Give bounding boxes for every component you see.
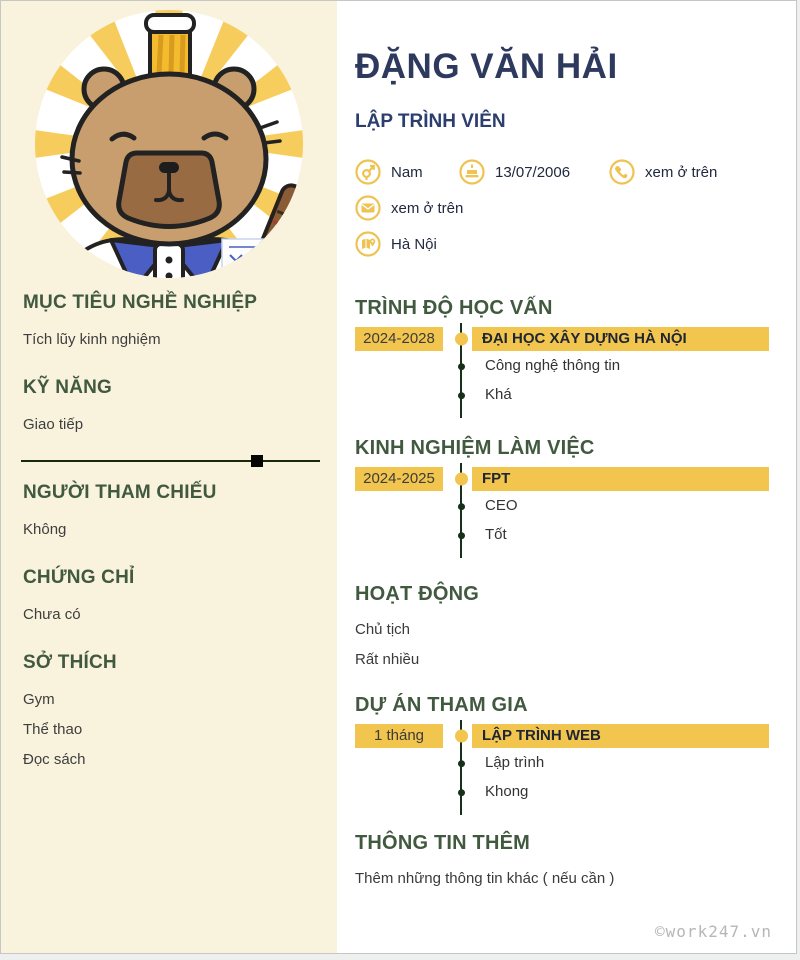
avatar (34, 9, 304, 279)
candidate-name: ĐẶNG VĂN HẢI (355, 47, 618, 86)
stamp (222, 239, 268, 279)
sidebar-section-hobbies-title: SỞ THÍCH (23, 652, 117, 673)
education-major: Công nghệ thông tin (472, 351, 769, 380)
contact-info (355, 159, 769, 257)
sidebar-section-objective-title: MỤC TIÊU NGHỀ NGHIỆP (23, 292, 258, 313)
experience-entry (355, 467, 769, 549)
section-activities-title: HOẠT ĐỘNG (355, 583, 480, 605)
project-entry (355, 724, 769, 806)
contact-phone (609, 159, 769, 185)
education-period-badge: 2024-2028 (355, 327, 443, 351)
sidebar-section-certificates-title: CHỨNG CHỈ (23, 567, 135, 588)
project-duration-badge: 1 tháng (355, 724, 443, 748)
sidebar-section-references-title: NGƯỜI THAM CHIẾU (23, 482, 217, 503)
nose (159, 162, 179, 173)
sidebar-hobby-item: Thể thao (23, 721, 83, 738)
contact-address (355, 231, 769, 257)
project-role: Lập trình (472, 748, 769, 777)
skill-slider (21, 460, 320, 462)
watermark: ©work247.vn (655, 922, 772, 941)
contact-address-value: Hà Nội (391, 235, 437, 253)
gender-icon (355, 159, 381, 185)
sidebar-hobby-item: Đọc sách (23, 751, 86, 768)
beer-mug (146, 15, 194, 81)
sidebar-skill-name: Giao tiếp (23, 416, 84, 433)
email-icon (355, 195, 381, 221)
sidebar-section-skills-title: KỸ NĂNG (23, 377, 113, 398)
timeline-dot (455, 333, 468, 346)
contact-email (355, 195, 769, 221)
experience-result: Tốt (472, 520, 769, 549)
activity-item: Rất nhiều (355, 651, 420, 668)
contact-gender (355, 159, 459, 185)
sidebar-reference-text: Không (23, 521, 67, 538)
location-icon (355, 231, 381, 257)
sidebar-certificate-text: Chưa có (23, 606, 81, 623)
education-grade: Khá (472, 380, 769, 409)
section-projects-title: DỰ ÁN THAM GIA (355, 694, 528, 716)
capybara-avatar-image (34, 9, 304, 279)
section-education-title: TRÌNH ĐỘ HỌC VẤN (355, 297, 553, 319)
section-more-info-title: THÔNG TIN THÊM (355, 832, 531, 854)
candidate-job-title: LẬP TRÌNH VIÊN (355, 111, 506, 132)
education-entry (355, 327, 769, 409)
project-note: Khong (472, 777, 769, 806)
contact-phone-value: xem ở trên (645, 163, 718, 181)
education-school-name: ĐẠI HỌC XÂY DỰNG HÀ NỘI (472, 327, 769, 351)
phone-icon (609, 159, 635, 185)
project-name: LẬP TRÌNH WEB (472, 724, 769, 748)
sidebar-objective-text: Tích lũy kinh nghiệm (23, 331, 161, 348)
sidebar-hobby-item: Gym (23, 691, 55, 708)
experience-company-name: FPT (472, 467, 769, 491)
experience-period-badge: 2024-2025 (355, 467, 443, 491)
birthday-icon (459, 159, 485, 185)
more-info-text: Thêm những thông tin khác ( nếu cần ) (355, 870, 615, 887)
contact-birthday-value: 13/07/2006 (495, 163, 571, 181)
experience-position: CEO (472, 491, 769, 520)
activity-item: Chủ tịch (355, 621, 411, 638)
timeline-dot (455, 473, 468, 486)
contact-birthday (459, 159, 609, 185)
section-experience-title: KINH NGHIỆM LÀM VIỆC (355, 437, 595, 459)
timeline-dot (455, 730, 468, 743)
sidebar (1, 1, 337, 953)
skill-slider-marker (251, 455, 263, 467)
main-column (337, 1, 796, 953)
contact-email-value: xem ở trên (391, 199, 464, 217)
contact-gender-value: Nam (391, 163, 423, 181)
